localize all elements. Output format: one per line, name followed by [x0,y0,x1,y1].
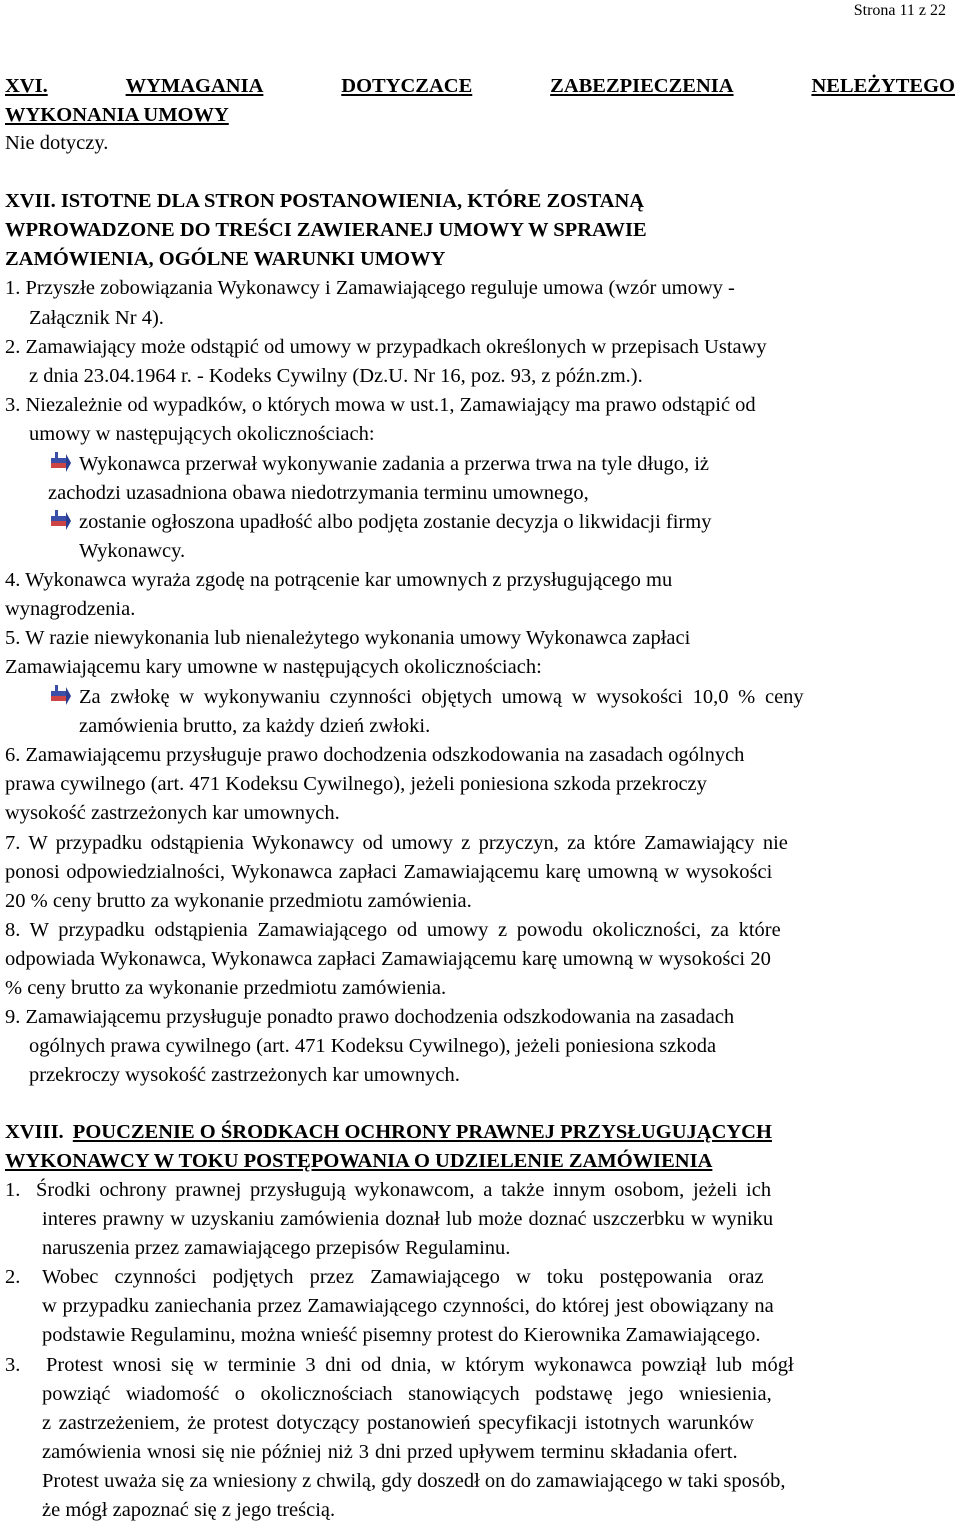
section-16-number: XVI. [5,75,48,97]
paragraph-line: umowy w następujących okolicznościach: [29,423,375,445]
list-item-line: interes prawny w uzyskaniu zamówienia doznał lub może doznać uszczerbku w wyniku [42,1208,774,1230]
bullet-line: Wykonawcy. [79,540,186,562]
list-item-line: powziąć wiadomość o okolicznościach stanowiących podstawę jego wniesienia, [42,1383,772,1405]
bullet-line: zamówienia brutto, za każdy dzień zwłoki. [79,715,431,737]
list-item-line: Protest wnosi się w terminie 3 dni od dnia, w którym wykonawca powziął lub mógł [46,1354,794,1376]
bullet-arrow-icon [50,510,72,530]
section-16-word: WYMAGANIA [125,75,264,97]
paragraph-line: 2. Zamawiający może odstąpić od umowy w przypadkach określonych w przepisach Ustawy [5,336,767,358]
section-17-heading-line2: WPROWADZONE DO TREŚCI ZAWIERANEJ UMOWY W SPRAWIE [5,219,647,241]
paragraph-line: wynagrodzenia. [5,598,136,620]
section-18-heading-line2: WYKONAWCY W TOKU POSTĘPOWANIA O UDZIELENIE ZAMÓWIENIA [5,1150,713,1172]
bullet-arrow-icon [50,452,72,472]
list-item-line: podstawie Regulaminu, można wnieść pisemny protest do Kierownika Zamawiającego. [42,1324,761,1346]
list-item-line: Wobec czynności podjętych przez Zamawiającego w toku postępowania oraz [42,1266,764,1288]
paragraph-line: 6. Zamawiającemu przysługuje prawo dochodzenia odszkodowania na zasadach ogólnych [5,744,745,766]
paragraph-line: 3. Niezależnie od wypadków, o których mowa w ust.1, Zamawiający ma prawo odstąpić od [5,394,756,416]
section-17-heading-line3: ZAMÓWIENIA, OGÓLNE WARUNKI UMOWY [5,248,446,270]
list-number: 2. [5,1266,21,1288]
paragraph-line: wysokość zastrzeżonych kar umownych. [5,802,340,824]
list-item-line: Protest uważa się za wniesiony z chwilą, gdy doszedł on do zamawiającego w taki sposób, [42,1470,786,1492]
bullet-arrow-icon [50,685,72,705]
list-item-line: z zastrzeżeniem, że protest dotyczący postanowień specyfikacji istotnych warunków [42,1412,754,1434]
section-16-word: NELEŻYTEGO [811,75,955,97]
list-item-line: że mógł zapoznać się z jego treścią. [42,1499,336,1521]
bullet-line-text: Za zwłokę w wykonywaniu czynności objętych umową w wysokości 10,0 % ceny [79,686,804,708]
paragraph-line: 4. Wykonawca wyraża zgodę na potrącenie kar umownych z przysługującego mu [5,569,673,591]
bullet-line [79,683,955,712]
section-18-number: XVIII. [5,1121,64,1143]
bullet-line: Wykonawca przerwał wykonywanie zadania a przerwa trwa na tyle długo, iż [79,453,709,475]
section-16-word: ZABEZPIECZENIA [550,75,734,97]
paragraph-line: Zamawiającemu kary umowne w następujących okolicznościach: [5,656,542,678]
section-16-word: DOTYCZACE [341,75,473,97]
paragraph-line: przekroczy wysokość zastrzeżonych kar umownych. [29,1064,460,1086]
section-18-title: POUCZENIE O ŚRODKACH OCHRONY PRAWNEJ PRZYSŁUGUJĄCYCH [72,1121,772,1143]
section-16-body: Nie dotyczy. [5,132,109,154]
paragraph-line: 7. W przypadku odstąpienia Wykonawcy od umowy z przyczyn, za które Zamawiający nie [5,832,788,854]
bullet-line: zostanie ogłoszona upadłość albo podjęta zostanie decyzja o likwidacji firmy [79,511,712,533]
list-number: 1. [5,1179,21,1201]
list-item-line: naruszenia przez zamawiającego przepisów Regulaminu. [42,1237,511,1259]
paragraph-line: % ceny brutto za wykonanie przedmiotu zamówienia. [5,977,447,999]
section-16-heading-line2: WYKONANIA UMOWY [5,104,229,126]
paragraph-line: 1. Przyszłe zobowiązania Wykonawcy i Zamawiającego reguluje umowa (wzór umowy - [5,277,735,299]
list-item-line: w przypadku zaniechania przez Zamawiającego czynności, do której jest obowiązany na [42,1295,774,1317]
list-item-line: zamówienia wnosi się nie później niż 3 dni przed upływem terminu składania ofert. [42,1441,738,1463]
section-18-heading [5,1118,772,1147]
list-item-line: Środki ochrony prawnej przysługują wykonawcom, a także innym osobom, jeżeli ich [36,1179,772,1201]
paragraph-line: ponosi odpowiedzialności, Wykonawca zapłaci Zamawiającemu karę umowną w wysokości [5,861,773,883]
section-17-heading: XVII. ISTOTNE DLA STRON POSTANOWIENIA, KTÓRE ZOSTANĄ [5,190,645,212]
list-number: 3. [5,1354,21,1376]
paragraph-line: odpowiada Wykonawca, Wykonawca zapłaci Zamawiającemu karę umowną w wysokości 20 [5,948,771,970]
paragraph-line: 20 % ceny brutto za wykonanie przedmiotu zamówienia. [5,890,472,912]
paragraph-line: prawa cywilnego (art. 471 Kodeksu Cywilnego), jeżeli poniesiona szkoda przekroczy [5,773,707,795]
bullet-line: zachodzi uzasadniona obawa niedotrzymania terminu umownego, [48,482,589,504]
page-number: Strona 11 z 22 [853,2,946,19]
paragraph-line: 8. W przypadku odstąpienia Zamawiającego od umowy z powodu okoliczności, za które [5,919,781,941]
paragraph-line: 5. W razie niewykonania lub nienależytego wykonania umowy Wykonawca zapłaci [5,627,691,649]
paragraph-line: z dnia 23.04.1964 r. - Kodeks Cywilny (Dz.U. Nr 16, poz. 93, z późn.zm.). [29,365,643,387]
paragraph-line: 9. Zamawiającemu przysługuje ponadto prawo dochodzenia odszkodowania na zasadach [5,1006,735,1028]
section-16-heading [5,72,955,101]
paragraph-line: Załącznik Nr 4). [29,307,164,329]
paragraph-line: ogólnych prawa cywilnego (art. 471 Kodeksu Cywilnego), jeżeli poniesiona szkoda [29,1035,717,1057]
